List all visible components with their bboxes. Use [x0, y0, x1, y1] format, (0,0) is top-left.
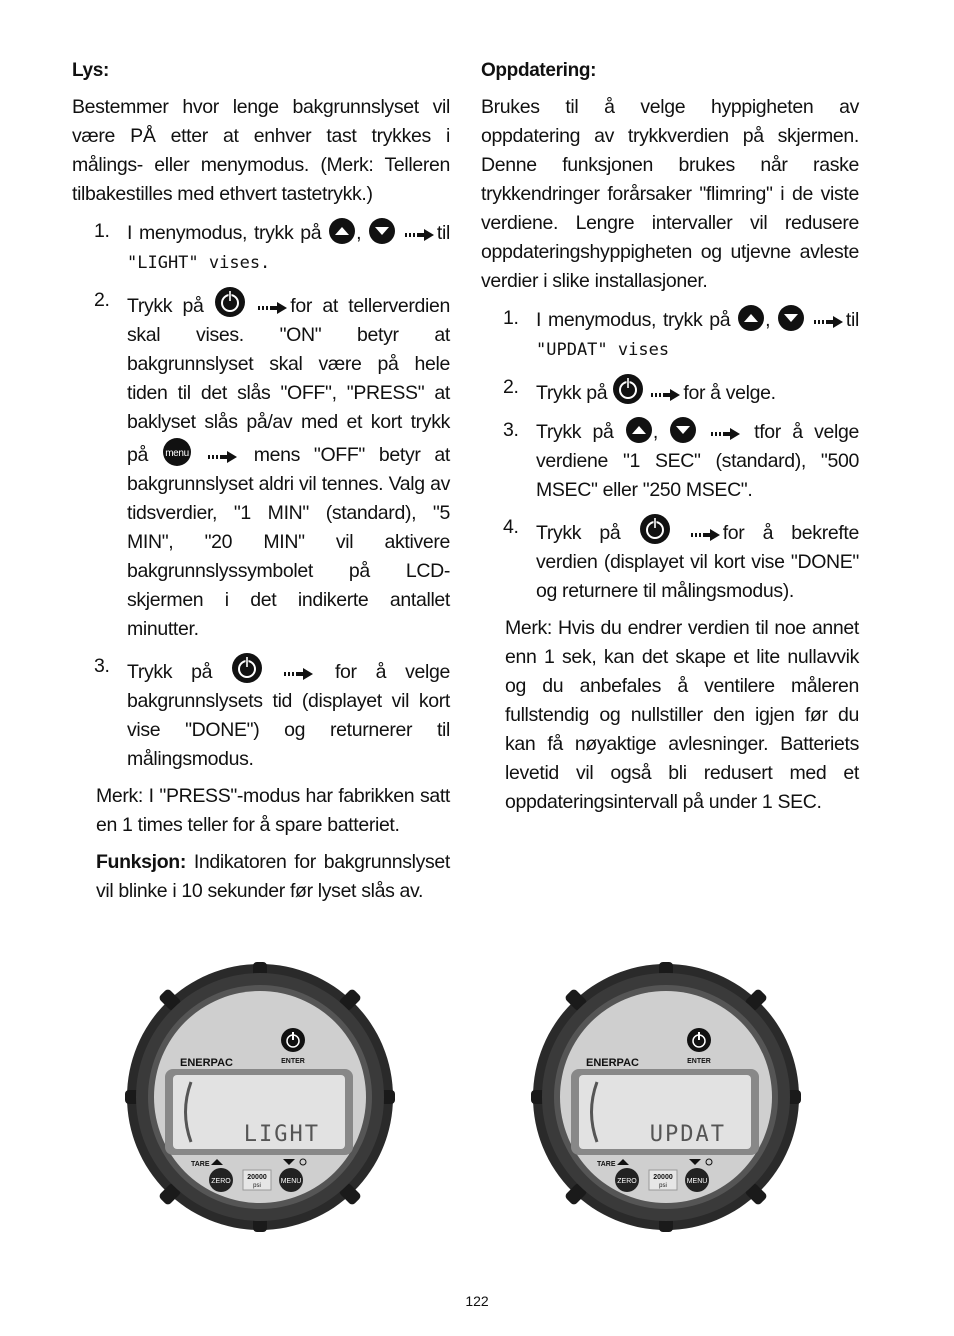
- arrow-right-icon: [814, 315, 844, 329]
- arrow-right-icon: [651, 388, 681, 402]
- power-enter-button-icon: [639, 513, 671, 545]
- pressure-gauge-light: [125, 962, 395, 1232]
- section-heading-update: Oppdatering:: [481, 60, 597, 81]
- svg-text:ENTER: ENTER: [687, 1058, 711, 1065]
- down-button-icon: [368, 217, 396, 245]
- power-enter-button-icon: [612, 373, 644, 405]
- pressure-gauge-update: [531, 962, 801, 1232]
- arrow-right-icon: [208, 450, 238, 464]
- right-column: [481, 56, 859, 817]
- svg-text:20000: 20000: [653, 1174, 673, 1181]
- section-heading-light: Lys:: [72, 60, 109, 81]
- down-button-icon: [777, 304, 805, 332]
- down-button-icon: [669, 416, 697, 444]
- menu-button-icon: [162, 437, 192, 467]
- arrow-right-icon: [405, 228, 435, 242]
- light-note: Merk: I "PRESS"-modus har fabrikken satt en 1 times teller for å spare batteriet.: [96, 785, 450, 836]
- svg-text:MENU: MENU: [686, 1178, 708, 1185]
- list-item: 2. Trykk på for at tellerverdien skal vises. "ON" betyr at bakgrunnslyset skal være på hele tiden til det slås "OFF", "PRESS" at baklyset slås på/av med et kort trykk på menu mens "OFF" betyr at bakgrunnslyset aldri vil tennes. Valg av tidsverdier, "1 MIN" (standard), "5 MIN", "20 MIN" vil aktivere bakgrunnslyssymbolet på LCD-skjermen i det indikerte antallet minutter.: [72, 286, 450, 644]
- brand-logo: ENERPAC: [180, 1057, 233, 1069]
- svg-text:TARE: TARE: [191, 1161, 210, 1168]
- list-item: 3. Trykk på , tfor å velge verdiene "1 SEC" (standard), "500 MSEC" eller "250 MSEC".: [481, 416, 859, 505]
- list-item: 1. I menymodus, trykk på , til "LIGHT" vises.: [72, 217, 450, 278]
- up-button-icon: [625, 416, 653, 444]
- list-item: 3. Trykk på for å velge bakgrunnslysets tid (displayet vil kort vise "DONE") og returnerer til målingsmodus.: [72, 652, 450, 774]
- svg-text:MENU: MENU: [280, 1178, 302, 1185]
- power-enter-button-icon: [214, 286, 246, 318]
- arrow-right-icon: [711, 427, 741, 441]
- arrow-right-icon: [691, 528, 721, 542]
- update-intro: Brukes til å velge hyppigheten av oppdatering av trykkverdien på skjermen. Denne funksjonen brukes når raske trykkendringer forårsaker "flimring" i de viste verdiene. Lengre intervaller vil redusere oppdateringshyppigheten og utjevne avleste verdier i slike installasjoner.: [481, 96, 859, 292]
- page-number: 122: [465, 1293, 489, 1309]
- svg-text:ZERO: ZERO: [211, 1178, 231, 1185]
- arrow-right-icon: [284, 667, 314, 681]
- function-note: Funksjon: Indikatoren for bakgrunnslyset vil blinke i 10 sekunder før lyset slås av.: [96, 851, 450, 902]
- svg-text:menu: menu: [165, 448, 189, 459]
- up-button-icon: [328, 217, 356, 245]
- list-item: 1. I menymodus, trykk på , til "UPDAT" vises: [481, 304, 859, 365]
- light-intro: Bestemmer hvor lenge bakgrunnslyset vil være PÅ etter at enhver tast trykkes i målings- eller menymodus. (Merk: Telleren tilbakestilles med ethvert tastetrykk.): [72, 96, 450, 205]
- list-item: 4. Trykk på for å bekrefte verdien (displayet vil kort vise "DONE" og returnere til målingsmodus).: [481, 513, 859, 606]
- up-button-icon: [737, 304, 765, 332]
- update-note: Merk: Hvis du endrer verdien til noe annet enn 1 sek, kan det skape et lite nullavvik og du anbefales å ventilere måleren fullstendig og nullstiller den igjen før du kan få nøyaktige avlesninger. Batteriets levetid vil også bli redusert med et oppdateringsintervall på under 1 SEC.: [505, 617, 859, 813]
- svg-text:TARE: TARE: [597, 1161, 616, 1168]
- svg-text:20000: 20000: [247, 1174, 267, 1181]
- lcd-readout: LIGHT: [243, 1122, 320, 1147]
- arrow-right-icon: [258, 301, 288, 315]
- svg-text:psi: psi: [253, 1183, 261, 1189]
- svg-text:ENTER: ENTER: [281, 1058, 305, 1065]
- brand-logo: ENERPAC: [586, 1057, 639, 1069]
- left-column: [72, 56, 450, 906]
- power-enter-button-icon: [231, 652, 263, 684]
- svg-text:psi: psi: [659, 1183, 667, 1189]
- lcd-readout: UPDAT: [649, 1122, 726, 1147]
- list-item: 2. Trykk på for å velge.: [481, 373, 859, 408]
- svg-text:ZERO: ZERO: [617, 1178, 637, 1185]
